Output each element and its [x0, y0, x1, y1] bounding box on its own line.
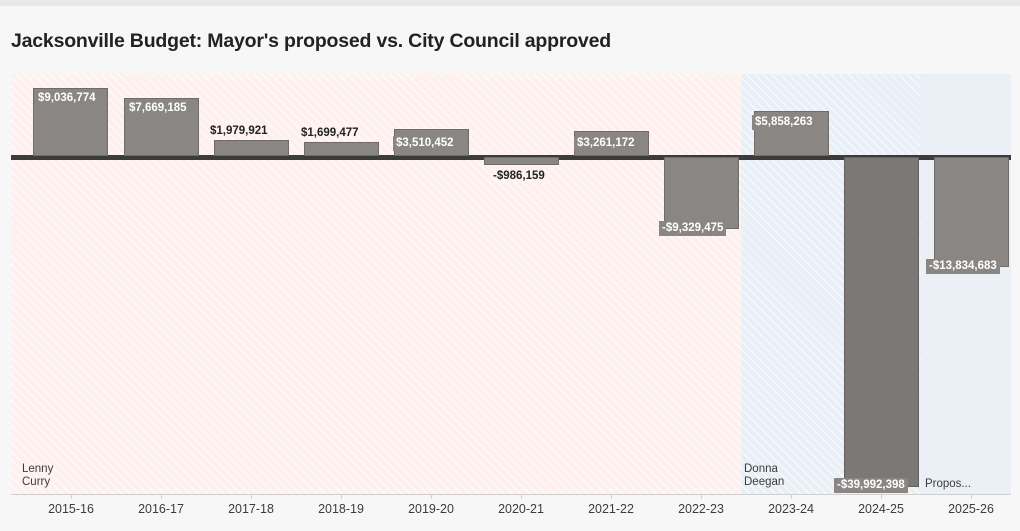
- bar-label-2023-24: $5,858,263: [752, 115, 816, 130]
- x-tick: [341, 494, 342, 499]
- bar-2017-18[interactable]: [214, 140, 289, 156]
- x-tick: [161, 494, 162, 499]
- annotation-deegan-line1: Donna: [744, 463, 778, 475]
- bar-2022-23[interactable]: [664, 157, 739, 229]
- x-label-2024-25: 2024-25: [858, 502, 904, 516]
- x-label-2016-17: 2016-17: [138, 502, 184, 516]
- bar-2020-21[interactable]: [484, 157, 559, 165]
- x-label-2018-19: 2018-19: [318, 502, 364, 516]
- bar-label-2019-20: $3,510,452: [393, 136, 457, 151]
- x-tick: [611, 494, 612, 499]
- x-label-2022-23: 2022-23: [678, 502, 724, 516]
- bar-label-2016-17: $7,669,185: [126, 101, 190, 116]
- x-label-2015-16: 2015-16: [48, 502, 94, 516]
- window-top-strip: [0, 0, 1020, 6]
- bar-2018-19[interactable]: [304, 142, 379, 156]
- x-label-2025-26: 2025-26: [948, 502, 994, 516]
- x-label-2019-20: 2019-20: [408, 502, 454, 516]
- bar-label-2018-19: $1,699,477: [301, 127, 359, 139]
- x-tick: [251, 494, 252, 499]
- bar-label-2021-22: $3,261,172: [574, 136, 638, 151]
- x-label-2020-21: 2020-21: [498, 502, 544, 516]
- x-tick: [791, 494, 792, 499]
- band-proposed: [921, 74, 1011, 494]
- annotation-deegan-line2: Deegan: [744, 476, 785, 488]
- x-tick: [71, 494, 72, 499]
- annotation-curry-line1: Lenny: [22, 463, 54, 475]
- annotation-proposed: [925, 478, 971, 491]
- annotation-curry-line2: Curry: [22, 476, 51, 488]
- bar-label-2017-18: $1,979,921: [210, 125, 268, 137]
- annotation-mayor-deegan: [744, 463, 784, 489]
- x-tick: [701, 494, 702, 499]
- x-label-2023-24: 2023-24: [768, 502, 814, 516]
- bar-label-2022-23: -$9,329,475: [659, 221, 726, 236]
- x-tick: [431, 494, 432, 499]
- x-label-2017-18: 2017-18: [228, 502, 274, 516]
- chart-plot-area: [11, 74, 1011, 494]
- bar-label-2025-26: -$13,834,683: [926, 259, 1000, 274]
- x-tick: [971, 494, 972, 499]
- bar-label-2015-16: $9,036,774: [35, 91, 99, 106]
- annotation-proposed-line1: Propos...: [925, 478, 972, 490]
- bar-label-2020-21: -$986,159: [493, 170, 545, 182]
- chart-title: Jacksonville Budget: Mayor's proposed vs. City Council approved: [11, 30, 611, 52]
- bar-2025-26[interactable]: [934, 157, 1009, 267]
- x-tick: [521, 494, 522, 499]
- bar-label-2024-25: -$39,992,398: [834, 478, 908, 493]
- x-tick: [881, 494, 882, 499]
- x-label-2021-22: 2021-22: [588, 502, 634, 516]
- x-axis: [11, 494, 1011, 526]
- bar-2024-25[interactable]: [844, 157, 919, 487]
- annotation-mayor-curry: [22, 463, 53, 489]
